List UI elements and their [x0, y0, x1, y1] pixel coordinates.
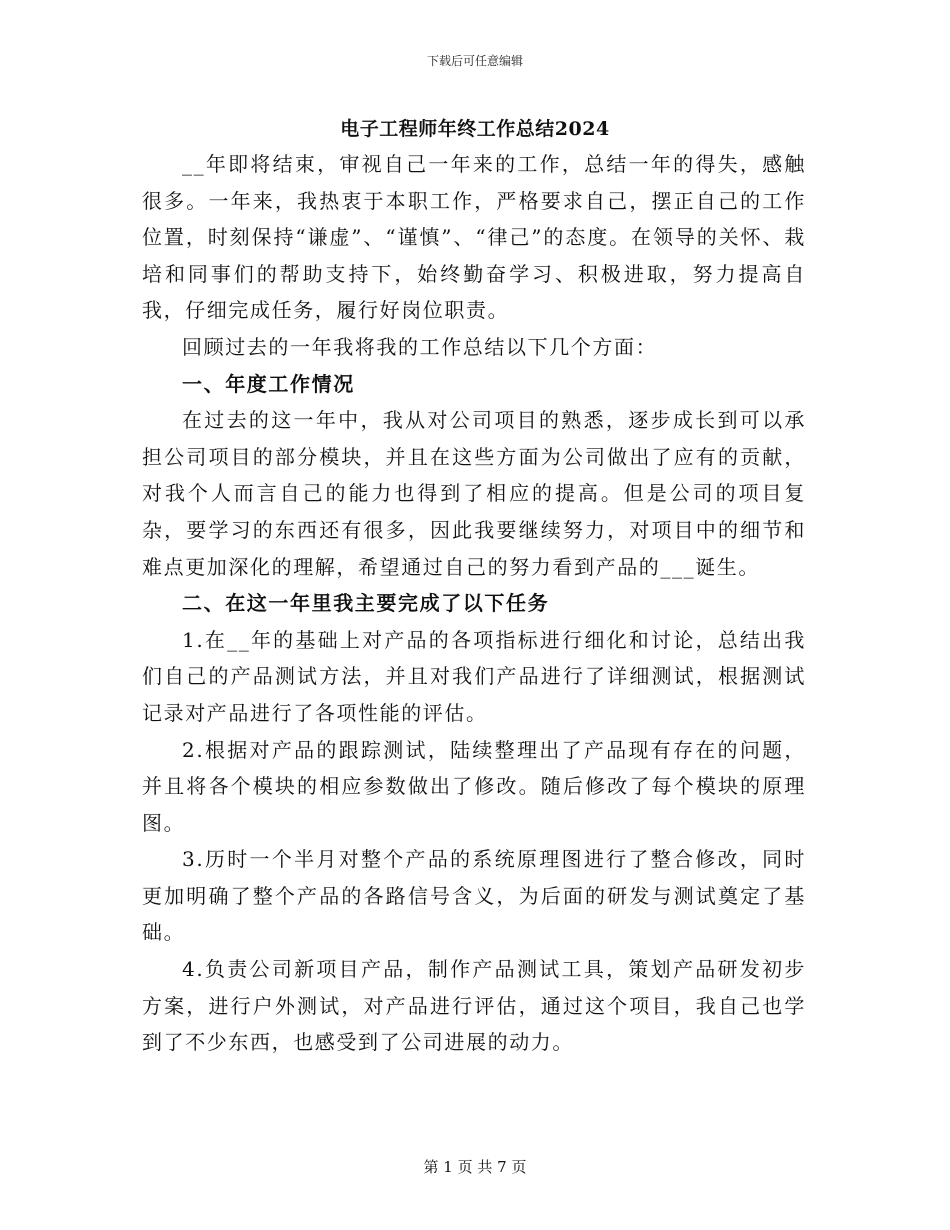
paragraph-intro: __年即将结束，审视自己一年来的工作，总结一年的得失，感触很多。一年来，我热衷于本职工作，严格要求自己，摆正自己的工作位置，时刻保持“谦虚”、“谨慎”、“律己”的态度。在领导的关怀、栽培和同事们的帮助支持下，始终勤奋学习、积极进取，努力提高自我，仔细完成任务，履行好岗位职责。 [142, 152, 806, 323]
header-note: 下载后可任意编辑 [426, 54, 523, 68]
document-body [142, 146, 806, 1061]
section-heading-annual-work: 一、年度工作情况 [182, 371, 355, 396]
page-footer: 第 1 页 共 7 页 [423, 1158, 527, 1176]
list-item-task-4: 4.负责公司新项目产品，制作产品测试工具，策划产品研发初步方案，进行户外测试，对产品进行评估，通过这个项目，我自己也学到了不少东西，也感受到了公司进展的动力。 [142, 957, 806, 1055]
list-item-task-1: 1.在__年的基础上对产品的各项指标进行细化和讨论，总结出我们自己的产品测试方法，并且对我们产品进行了详细测试，根据测试记录对产品进行了各项性能的评估。 [142, 627, 806, 725]
section-heading-tasks: 二、在这一年里我主要完成了以下任务 [182, 591, 550, 616]
paragraph-annual-work: 在过去的这一年中，我从对公司项目的熟悉，逐步成长到可以承担公司项目的部分模块，并且在这些方面为公司做出了应有的贡献，对我个人而言自己的能力也得到了相应的提高。但是公司的项目复杂，要学习的东西还有很多，因此我要继续努力，对项目中的细节和难点更加深化的理解，希望通过自己的努力看到产品的___诞生。 [142, 408, 806, 579]
paragraph-overview: 回顾过去的一年我将我的工作总结以下几个方面： [182, 334, 658, 359]
list-item-task-3: 3.历时一个半月对整个产品的系统原理图进行了整合修改，同时更加明确了整个产品的各路信号含义，为后面的研发与测试奠定了基础。 [142, 847, 806, 945]
list-item-task-2: 2.根据对产品的跟踪测试，陆续整理出了产品现有存在的问题，并且将各个模块的相应参数做出了修改。随后修改了每个模块的原理图。 [142, 737, 806, 835]
document-title: 电子工程师年终工作总结2024 [340, 118, 610, 140]
